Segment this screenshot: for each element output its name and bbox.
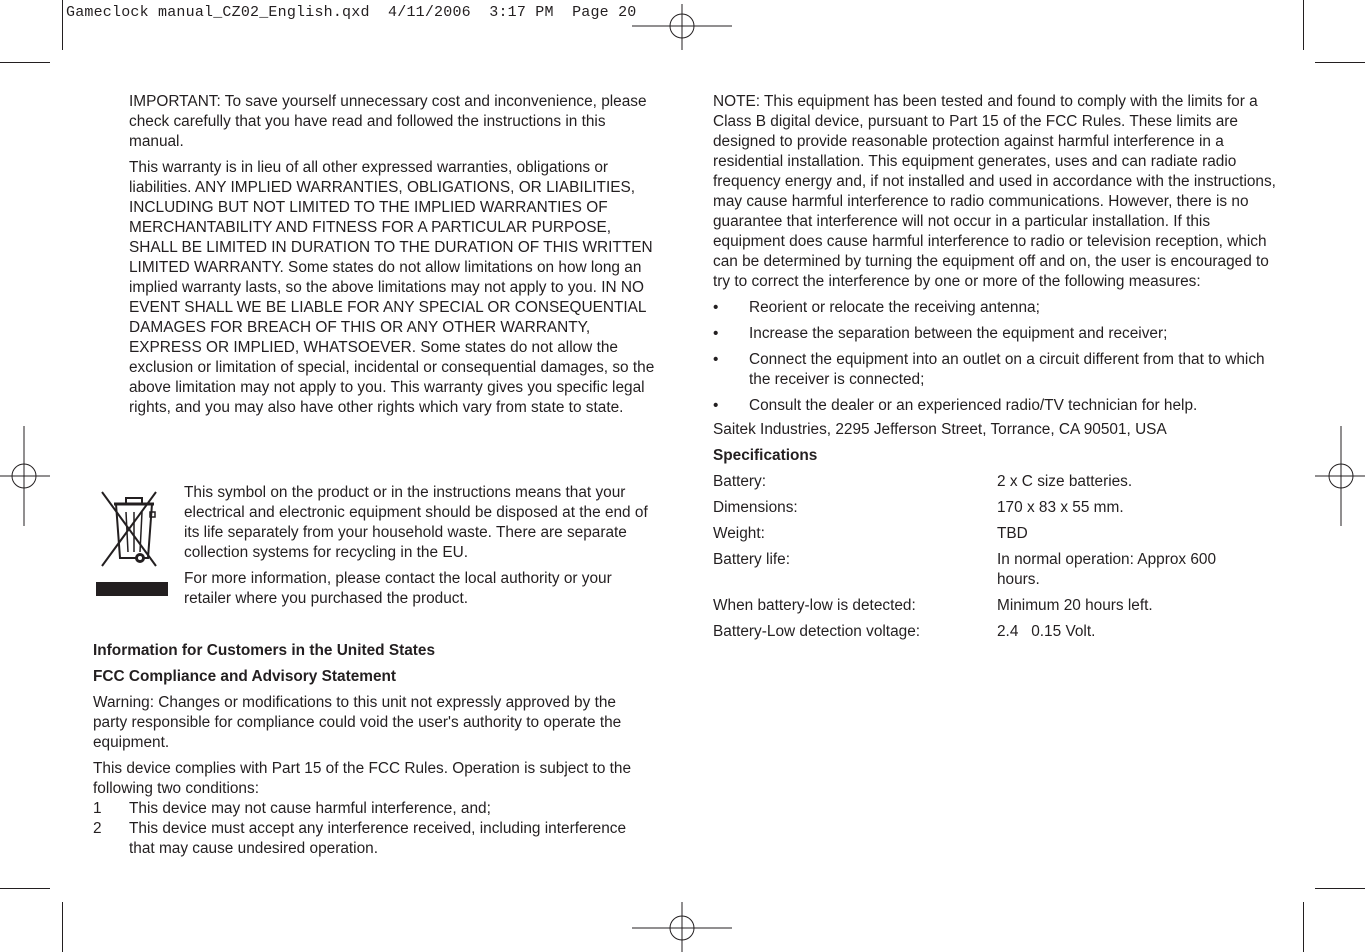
crop-mark (0, 888, 50, 889)
weee-crossed-bin-icon (96, 486, 170, 598)
registration-mark-bottom (632, 902, 732, 952)
important-notice: IMPORTANT: To save yourself unnecessary cost and inconvenience, please check carefully that you have read and followed the instructions in this manual. (129, 93, 647, 150)
warranty-text: This warranty is in lieu of all other expressed warranties, obligations or liabilities. ANY IMPLIED WARRANTIES, OBLIGATIONS, OR LIABILITIES, INCLUDING BUT NOT LIMITED TO THE IMPLIED WARRANTIES OF MERCHANTABILITY AND FITNESS FOR A PARTICULAR PURPOSE, SHALL BE LIMITED IN DURATION TO THE DURATION OF THIS WRITTEN LIMITED WARRANTY. Some states do not allow limitations on how long an implied warranty lasts, so the above limitations may not apply to you. IN NO EVENT SHALL WE BE LIABLE FOR ANY SPECIAL OR CONSEQUENTIAL DAMAGES FOR BREACH OF THIS OR ANY OTHER WARRANTY, EXPRESS OR IMPLIED, WHATSOEVER. Some states do not allow the exclusion or limitation of special, incidental or consequential damages, so the above limitation may not apply to you. This warranty gives you specific legal rights, and you may also have other rights which vary from state to state. (129, 159, 655, 416)
spec-value: Minimum 20 hours left. (997, 597, 1153, 614)
registration-mark-right (1315, 426, 1365, 526)
weee-text-1: This symbol on the product or in the instructions means that your electrical and electronic equipment should be disposed at the end of its life separately from your household waste. There are separate collection systems for recycling in the EU. (184, 484, 648, 561)
fcc-warning: Warning: Changes or modifications to this unit not expressly approved by the party responsible for compliance could void the user's authority to operate the equipment. (93, 694, 622, 751)
list-item (93, 799, 653, 819)
crop-mark (1315, 62, 1365, 63)
list-item (713, 396, 1278, 416)
spec-value: 2.4 0.15 Volt. (997, 623, 1096, 640)
fcc-note: NOTE: This equipment has been tested and found to comply with the limits for a Class B digital device, pursuant to Part 15 of the FCC Rules. These limits are designed to provide reasonable protection against harmful interference in a residential installation. This equipment generates, uses and can radiate radio frequency energy and, if not installed and used in accordance with the instructions, may cause harmful interference to radio communications. However, there is no guarantee that interference will not occur in a particular installation. If this equipment does cause harmful interference to radio or television reception, which can be determined by turning the equipment off and on, the user is encouraged to try to correct the interference by one or more of the following measures: (713, 93, 1276, 290)
table-row (713, 622, 1278, 642)
measure-text: Reorient or relocate the receiving antenna; (749, 299, 1040, 316)
registration-mark-top (632, 4, 732, 50)
crop-mark (62, 0, 63, 50)
spec-key: When battery-low is detected: (713, 597, 916, 614)
spec-value: 2 x C size batteries. (997, 473, 1133, 490)
measure-text: Increase the separation between the equipment and receiver; (749, 325, 1168, 342)
registration-mark-left (0, 426, 50, 526)
crop-mark (62, 902, 63, 952)
list-item (713, 298, 1278, 318)
list-item (713, 324, 1278, 344)
table-row (713, 498, 1278, 518)
spec-key: Battery-Low detection voltage: (713, 623, 921, 640)
bullet: • (713, 351, 719, 368)
spec-key: Dimensions: (713, 499, 798, 516)
spec-key: Weight: (713, 525, 765, 542)
condition-number: 1 (93, 800, 102, 817)
condition-number: 2 (93, 820, 102, 837)
measure-text: Consult the dealer or an experienced radio/TV technician for help. (749, 397, 1198, 414)
crop-mark (1303, 902, 1304, 952)
list-item (713, 350, 1278, 390)
bullet: • (713, 397, 719, 414)
bullet: • (713, 325, 719, 342)
crop-mark (0, 62, 50, 63)
spec-value: In normal operation: Approx 600 hours. (997, 551, 1217, 588)
print-slug-line: Gameclock manual_CZ02_English.qxd 4/11/2006 3:17 PM Page 20 (66, 4, 637, 21)
fcc-note-section (713, 92, 1278, 648)
table-row (713, 550, 1278, 590)
table-row (713, 524, 1278, 544)
crop-mark (1315, 888, 1365, 889)
measure-text: Connect the equipment into an outlet on a circuit different from that to which the receiver is connected; (749, 351, 1265, 388)
weee-notice (184, 483, 654, 615)
specs-table (713, 472, 1278, 642)
company-address: Saitek Industries, 2295 Jefferson Street, Torrance, CA 90501, USA (713, 421, 1167, 438)
fcc-heading: FCC Compliance and Advisory Statement (93, 668, 397, 685)
spec-value: 170 x 83 x 55 mm. (997, 499, 1124, 516)
table-row (713, 596, 1278, 616)
us-customer-info (93, 641, 653, 859)
fcc-conditions-list (93, 799, 653, 859)
warranty-section (129, 92, 659, 424)
weee-text-2: For more information, please contact the local authority or your retailer where you purchased the product. (184, 570, 612, 607)
bullet: • (713, 299, 719, 316)
us-info-heading: Information for Customers in the United States (93, 642, 436, 659)
spec-key: Battery: (713, 473, 767, 490)
table-row (713, 472, 1278, 492)
condition-text: This device must accept any interference received, including interference that may cause undesired operation. (129, 820, 627, 857)
measures-list (713, 298, 1278, 416)
crop-mark (1303, 0, 1304, 50)
spec-key: Battery life: (713, 551, 790, 568)
specs-heading: Specifications (713, 447, 818, 464)
list-item (93, 819, 653, 859)
spec-value: TBD (997, 525, 1028, 542)
fcc-complies: This device complies with Part 15 of the FCC Rules. Operation is subject to the following two conditions: (93, 760, 632, 797)
condition-text: This device may not cause harmful interference, and; (129, 800, 491, 817)
